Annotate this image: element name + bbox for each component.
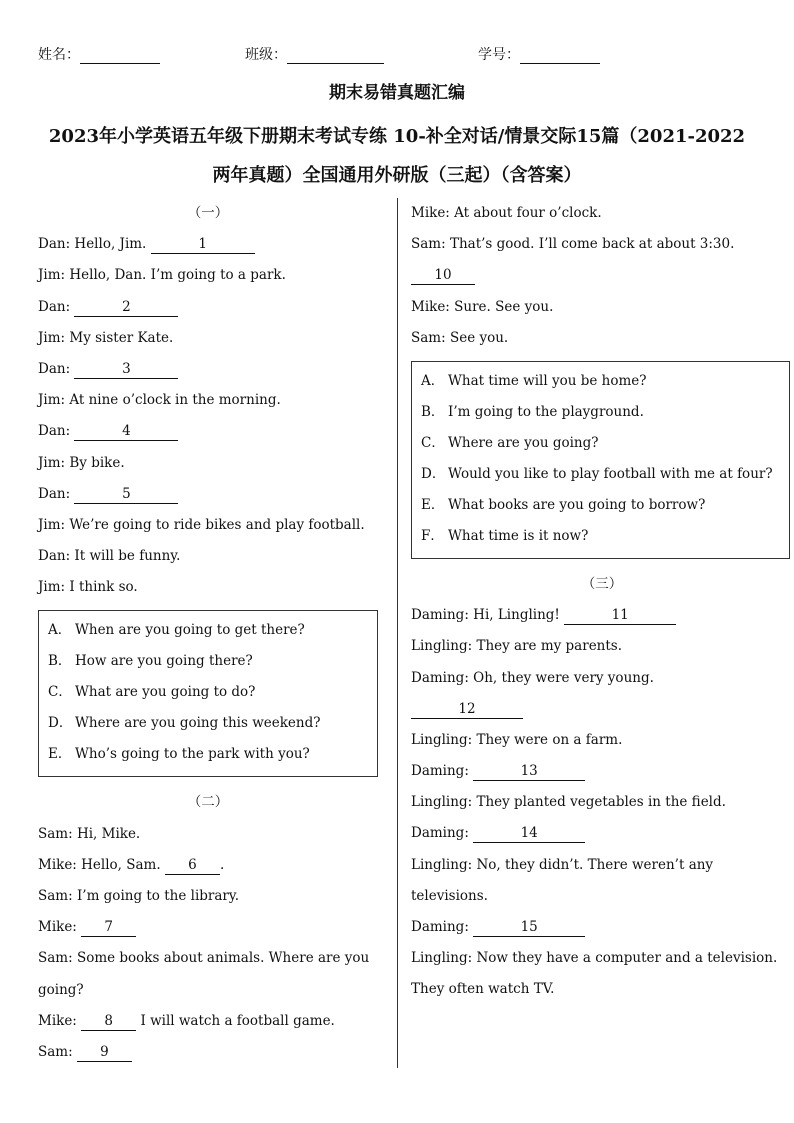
right-column (411, 198, 793, 1006)
dialogue-text: It will be funny. (74, 548, 181, 565)
option-text: Where are you going this weekend? (75, 715, 321, 732)
option-letter: C． (48, 684, 72, 701)
answer-blank-10[interactable]: 10 (411, 266, 475, 285)
speaker-label: Jim: (38, 329, 70, 346)
speaker-label: Mike: (38, 919, 82, 936)
option-letter: C． (421, 434, 445, 451)
speaker-label: Sam: (411, 236, 450, 253)
speaker-label: Mike: (411, 205, 455, 221)
dialogue-text: They often watch TV. (411, 981, 555, 998)
answer-blank-6[interactable]: 6 (165, 856, 220, 875)
dialogue-line (411, 974, 793, 1005)
speaker-label: Jim: (38, 579, 70, 596)
section2-options-box (411, 361, 790, 559)
answer-blank-11[interactable]: 11 (564, 606, 676, 625)
dialogue-line (38, 572, 378, 603)
dialogue-line (411, 912, 793, 943)
dialogue-text: At about four o’clock. (454, 205, 602, 221)
option-letter: A． (421, 372, 445, 389)
section1-dialogue (38, 229, 378, 603)
option-letter: E． (48, 746, 72, 763)
dialogue-text: I’m going to the library. (76, 888, 239, 904)
answer-blank-12[interactable]: 12 (411, 700, 523, 719)
student-number-label: 学号： (478, 47, 520, 63)
speaker-label: Mike: (411, 298, 455, 315)
dialogue-line (38, 416, 378, 447)
dialogue-line (411, 198, 793, 229)
dialogue-text: Hello, Dan. I’m going to a park. (69, 267, 286, 284)
dialogue-text-after: I will watch a football game. (136, 1012, 335, 1029)
option-text: What time will you be home? (448, 372, 647, 389)
option-text: Where are you going? (448, 434, 599, 451)
dialogue-line (38, 292, 378, 323)
option-text: When are you going to get there? (75, 622, 305, 639)
dialogue-line (38, 850, 378, 881)
dialogue-line (411, 260, 793, 291)
dialogue-text: Hello, Jim. (74, 236, 147, 253)
dialogue-line (411, 600, 793, 631)
dialogue-text: My sister Kate. (69, 329, 174, 346)
speaker-label: Dan: (38, 360, 75, 377)
speaker-label: Dan: (38, 548, 75, 565)
dialogue-text: At nine o’clock in the morning. (69, 392, 281, 409)
answer-blank-13[interactable]: 13 (473, 762, 585, 781)
answer-blank-8[interactable]: 8 (81, 1012, 136, 1031)
speaker-label: Sam: (38, 1043, 77, 1060)
name-field[interactable] (38, 44, 160, 64)
dialogue-text-after: . (219, 856, 225, 873)
dialogue-line (38, 819, 378, 850)
dialogue-line (411, 756, 793, 787)
dialogue-line (38, 510, 378, 541)
class-label: 班级： (245, 47, 287, 63)
section3-heading: （三） (581, 575, 623, 592)
dialogue-line (38, 385, 378, 416)
dialogue-text: televisions. (411, 887, 488, 904)
dialogue-line (411, 943, 793, 974)
speaker-label: Dan: (38, 236, 75, 253)
option-letter: A． (48, 622, 72, 639)
section2-heading: （二） (187, 794, 229, 811)
dialogue-line (411, 850, 793, 881)
dialogue-text: See you. (449, 329, 509, 346)
dialogue-text: By bike. (69, 454, 125, 471)
answer-blank-1[interactable]: 1 (151, 235, 255, 254)
dialogue-text: No, they didn’t. There weren’t any (476, 856, 714, 873)
section2-dialogue-part1 (38, 819, 378, 1069)
option-item (421, 366, 789, 397)
dialogue-text: Some books about animals. Where are you (76, 950, 370, 967)
option-text: Would you like to play football with me at four? (448, 465, 773, 482)
dialogue-text: going? (38, 981, 84, 998)
name-label: 姓名： (38, 47, 80, 63)
answer-blank-7[interactable]: 7 (81, 918, 136, 937)
student-info-header (0, 44, 794, 66)
dialogue-line (411, 229, 793, 260)
dialogue-line (38, 912, 378, 943)
dialogue-text: We’re going to ride bikes and play football. (69, 516, 365, 533)
speaker-label: Lingling: (411, 638, 477, 655)
speaker-label: Daming: (411, 825, 474, 842)
dialogue-line (411, 631, 793, 662)
page-subtitle-line1: 2023年小学英语五年级下册期末考试专练 10-补全对话/情景交际15篇（2021-2022 (48, 126, 746, 147)
answer-blank-15[interactable]: 15 (473, 918, 585, 937)
option-item (48, 677, 377, 708)
dialogue-line (411, 818, 793, 849)
dialogue-line (38, 943, 378, 974)
option-letter: F． (421, 527, 444, 544)
speaker-label: Sam: (411, 329, 450, 346)
speaker-label: Daming: (411, 919, 474, 935)
option-letter: E． (421, 496, 445, 513)
option-text: What books are you going to borrow? (448, 496, 706, 513)
answer-blank-9[interactable]: 9 (77, 1043, 132, 1062)
dialogue-text: They planted vegetables in the field. (476, 794, 726, 811)
option-letter: B． (421, 403, 445, 420)
column-divider (397, 198, 398, 1068)
dialogue-line (38, 260, 378, 291)
page-subtitle-line2: 两年真题）全国通用外研版（三起）（含答案） (212, 165, 582, 186)
dialogue-text: Now they have a computer and a television. (476, 950, 778, 967)
dialogue-line (38, 354, 378, 385)
class-field[interactable] (245, 44, 384, 64)
speaker-label: Lingling: (411, 856, 477, 873)
option-text: How are you going there? (75, 653, 253, 670)
dialogue-line (411, 663, 793, 694)
answer-blank-2[interactable]: 2 (74, 298, 178, 317)
speaker-label: Dan: (38, 423, 75, 440)
option-text: Who’s going to the park with you? (75, 746, 310, 763)
speaker-label: Jim: (38, 454, 70, 471)
speaker-label: Lingling: (411, 731, 477, 748)
student-number-field[interactable] (478, 44, 600, 64)
dialogue-line (38, 323, 378, 354)
dialogue-text: They are my parents. (476, 638, 623, 655)
dialogue-line (411, 694, 793, 725)
speaker-label: Daming: (411, 607, 474, 624)
dialogue-text: Hi, Mike. (76, 825, 141, 842)
option-item (48, 646, 377, 677)
option-item (421, 397, 789, 428)
option-letter: B． (48, 653, 72, 670)
dialogue-line (38, 881, 378, 912)
option-item (421, 428, 789, 459)
dialogue-text: They were on a farm. (476, 731, 623, 748)
speaker-label: Dan: (38, 298, 75, 315)
speaker-label: Sam: (38, 950, 77, 967)
speaker-label: Mike: (38, 1012, 82, 1029)
dialogue-line (38, 975, 378, 1006)
dialogue-line (38, 479, 378, 510)
speaker-label: Daming: (411, 763, 474, 780)
speaker-label: Lingling: (411, 950, 477, 967)
option-item (48, 739, 377, 770)
student-number-blank-line[interactable] (520, 49, 600, 64)
option-text: What are you going to do? (75, 684, 256, 701)
speaker-label: Sam: (38, 825, 77, 842)
speaker-label: Dan: (38, 485, 75, 502)
speaker-label: Jim: (38, 267, 70, 284)
dialogue-line (411, 292, 793, 323)
answer-blank-4[interactable]: 4 (74, 422, 178, 441)
dialogue-line (38, 541, 378, 572)
dialogue-text: I think so. (69, 579, 138, 596)
speaker-label: Sam: (38, 888, 77, 904)
speaker-label: Mike: (38, 856, 82, 873)
option-item (48, 615, 377, 646)
option-item (421, 490, 789, 521)
dialogue-text: Sure. See you. (454, 298, 554, 315)
section2-dialogue-part2 (411, 198, 793, 354)
option-item (421, 521, 789, 552)
left-column (38, 198, 378, 1068)
speaker-label: Daming: (411, 669, 474, 686)
speaker-label: Jim: (38, 516, 70, 533)
page-title: 期末易错真题汇编 (329, 83, 465, 103)
dialogue-line (38, 1006, 378, 1037)
section1-options-box (38, 610, 378, 777)
name-blank-line[interactable] (80, 49, 160, 64)
dialogue-line (411, 725, 793, 756)
option-item (421, 459, 789, 490)
dialogue-line (38, 229, 378, 260)
dialogue-line (411, 787, 793, 818)
answer-blank-14[interactable]: 14 (473, 824, 585, 843)
answer-blank-5[interactable]: 5 (74, 485, 178, 504)
dialogue-text: That’s good. I’ll come back at about 3:30. (449, 236, 735, 253)
section3-dialogue (411, 600, 793, 1005)
option-item (48, 708, 377, 739)
dialogue-text: Hello, Sam. (81, 856, 161, 873)
dialogue-line (38, 1037, 378, 1068)
section1-heading: （一） (187, 205, 229, 221)
option-letter: D． (48, 715, 73, 732)
dialogue-line (411, 881, 793, 912)
speaker-label: Jim: (38, 392, 70, 409)
dialogue-text: Hi, Lingling! (473, 607, 560, 624)
option-text: What time is it now? (448, 527, 589, 544)
option-letter: D． (421, 465, 446, 482)
class-blank-line[interactable] (287, 49, 384, 64)
answer-blank-3[interactable]: 3 (74, 360, 178, 379)
dialogue-line (38, 448, 378, 479)
speaker-label: Lingling: (411, 794, 477, 811)
option-text: I’m going to the playground. (448, 403, 644, 420)
dialogue-line (411, 323, 793, 354)
dialogue-text: Oh, they were very young. (473, 669, 654, 686)
